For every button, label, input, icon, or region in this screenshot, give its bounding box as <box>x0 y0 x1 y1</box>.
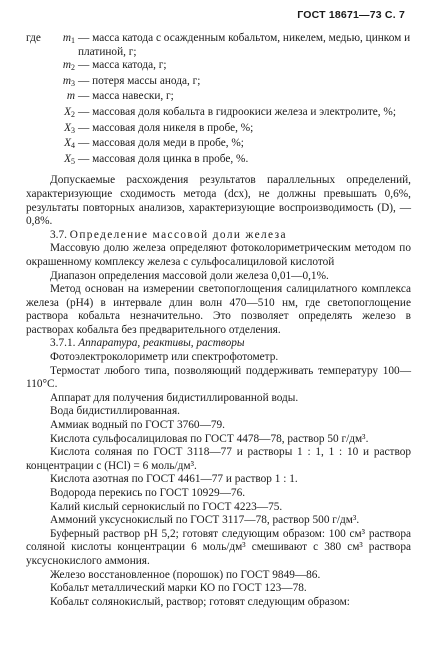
subsection-number: 3.7.1. <box>50 337 76 350</box>
basis-paragraph: Метод основан на измерении светопоглощения салицилатного комплекса железа (pH4) в интервале длин волн 470—510 нм, где светопоглощение раствора кобальта незначительно. Это позволяет определять железо в растворах кобальта без предварительного отделения. <box>26 283 411 336</box>
list-item: Калий кислый сернокислый по ГОСТ 4223—75. <box>50 500 283 513</box>
definition-row <box>26 106 411 122</box>
definition-subscript: 2 <box>71 63 75 73</box>
definition-subscript: 2 <box>71 109 75 119</box>
definition-symbol: X <box>64 121 71 134</box>
definition-lead <box>26 137 50 153</box>
list-item: Железо восстановленное (порошок) по ГОСТ 9849—86. <box>50 568 321 581</box>
definition-subscript: 1 <box>71 36 75 45</box>
list-item: Фотоэлектроколориметр или спектрофотометр. <box>50 351 279 364</box>
list-item: Аппарат для получения бидистиллированной воды. <box>50 391 299 404</box>
definition-row <box>26 153 411 169</box>
definition-text: — масса навески, г; <box>78 90 174 103</box>
list-item: Буферный раствор pH 5,2; готовят следующим образом: 100 см³ раствора соляной кислоты концентрации 6 моль/дм³ смешивают с 380 см³ раствора уксуснокислого аммония. <box>26 527 411 567</box>
definition-text: — масса катода с осажденным кобальтом, никелем, медью, цинком и платиной, г; <box>78 32 411 58</box>
definition-row <box>26 137 411 153</box>
definition-row <box>26 75 411 91</box>
definition-subscript: 5 <box>71 156 75 166</box>
subsection-title: Аппаратура, реактивы, растворы <box>78 337 245 350</box>
definition-lead <box>26 59 50 75</box>
definition-lead <box>26 122 50 138</box>
list-item: Кислота сульфосалициловая по ГОСТ 4478—78, раствор 50 г/дм³. <box>50 432 369 445</box>
page-header: ГОСТ 18671—73 С. 7 <box>297 9 405 21</box>
definition-symbol: X <box>64 152 71 165</box>
list-item: Кислота соляная по ГОСТ 3118—77 и растворы 1 : 1, 1 : 10 и раствор концентрации с (HCl) = 6 моль/дм³. <box>26 446 411 472</box>
definition-row <box>26 32 411 59</box>
section-number: 3.7. <box>50 228 67 241</box>
definition-text: — массовая доля никеля в пробе, %; <box>78 121 254 134</box>
section-heading <box>26 229 411 243</box>
definition-symbol: X <box>64 105 71 118</box>
range-paragraph: Диапазон определения массовой доли железа 0,01—0,1%. <box>50 269 329 282</box>
definition-row <box>26 90 411 106</box>
variable-definitions <box>26 32 411 168</box>
definition-symbol: m <box>62 59 71 72</box>
definition-lead <box>26 75 50 91</box>
definition-symbol: X <box>64 137 71 150</box>
definition-subscript: 3 <box>71 78 75 88</box>
tolerance-paragraph: Допускаемые расхождения результатов параллельных определений, характеризующие сходимость метода (dсх), не должны превышать 0,6%, результаты повторных анализов, характеризующие воспроизводимость (D), — 0,8%. <box>26 174 411 228</box>
subsection-heading <box>26 337 411 351</box>
method-paragraph: Массовую долю железа определяют фотоколориметрическим методом по окрашенному комплексу железа с сульфосалициловой кислотой <box>26 242 411 268</box>
list-item: Аммоний уксуснокислый по ГОСТ 3117—78, раствор 500 г/дм³. <box>50 514 360 527</box>
definition-symbol: m <box>62 74 71 87</box>
definition-text: — массовая доля кобальта в гидроокиси железа и электролите, %; <box>78 105 396 118</box>
definition-row <box>26 59 411 75</box>
section-title: Определение массовой доли железа <box>69 228 287 241</box>
definition-lead <box>26 90 50 106</box>
list-item: Кобальт металлический марки КО по ГОСТ 123—78. <box>50 582 307 595</box>
definition-text: — массовая доля меди в пробе, %; <box>78 137 244 150</box>
definition-text: — массовая доля цинка в пробе, %. <box>78 152 249 165</box>
definition-lead: где <box>26 32 41 44</box>
definition-subscript: 3 <box>71 125 75 135</box>
definition-text: — потеря массы анода, г; <box>78 74 201 87</box>
definition-subscript: 4 <box>71 141 75 151</box>
definition-row <box>26 122 411 138</box>
list-item: Кислота азотная по ГОСТ 4461—77 и раствор 1 : 1. <box>50 473 298 486</box>
page-content <box>26 32 411 609</box>
definition-symbol: m <box>62 32 71 44</box>
definition-symbol: m <box>66 90 75 103</box>
definition-lead <box>26 153 50 169</box>
list-item: Водорода перекись по ГОСТ 10929—76. <box>50 487 246 499</box>
list-item: Кобальт солянокислый, раствор; готовят следующим образом: <box>50 595 350 608</box>
list-item: Вода бидистиллированная. <box>50 405 180 418</box>
definition-text: — масса катода, г; <box>78 59 167 72</box>
list-item: Аммиак водный по ГОСТ 3760—79. <box>50 419 225 432</box>
definition-lead <box>26 106 50 122</box>
list-item: Термостат любого типа, позволяющий поддерживать температуру 100—110°С. <box>26 364 411 391</box>
